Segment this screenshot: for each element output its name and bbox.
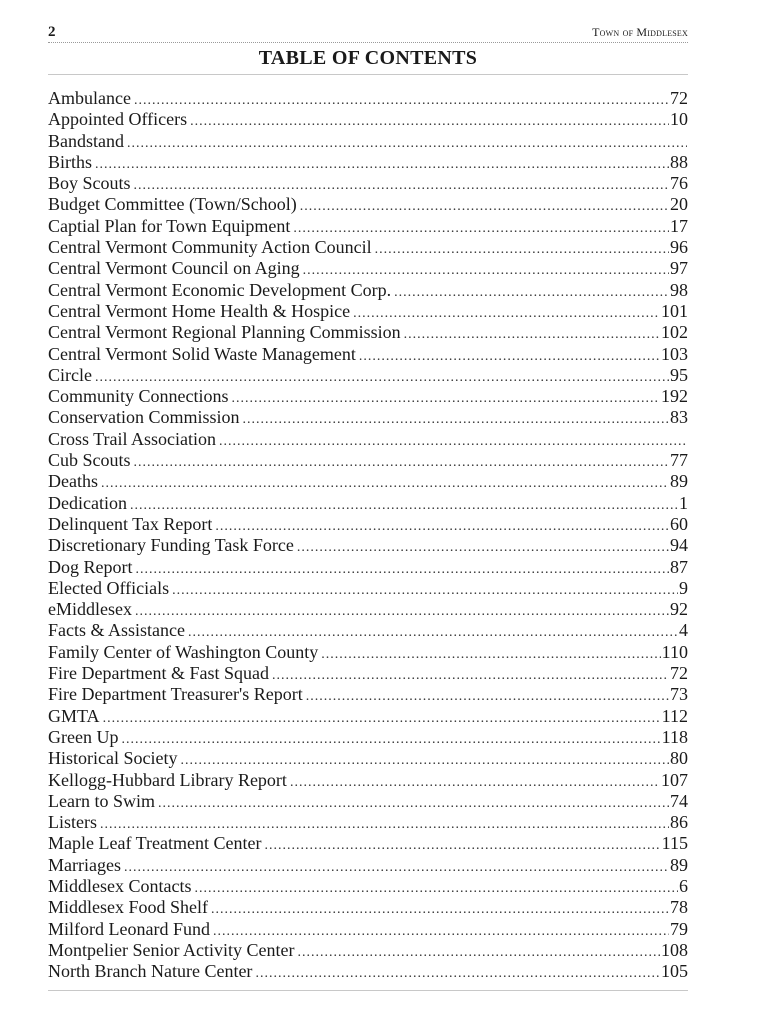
dot-leader xyxy=(134,175,669,194)
toc-entry[interactable] xyxy=(48,791,688,812)
dot-leader xyxy=(297,537,669,556)
dot-leader xyxy=(215,516,669,535)
toc-entry-label: Milford Leonard Fund xyxy=(48,918,210,939)
dot-leader xyxy=(306,686,669,705)
toc-entry-page-number: 1 xyxy=(679,492,688,513)
toc-entry[interactable] xyxy=(48,109,688,130)
toc-entry-page-number: 96 xyxy=(670,237,688,258)
toc-entry-label: Fire Department & Fast Squad xyxy=(48,663,269,684)
toc-entry-label: Delinquent Tax Report xyxy=(48,513,213,534)
dot-leader xyxy=(190,111,669,130)
toc-entry-label: Central Vermont Economic Development Corp. xyxy=(48,279,392,300)
toc-entry-label: Middlesex Contacts xyxy=(48,875,192,896)
toc-entry[interactable] xyxy=(48,961,688,982)
toc-entry-label: Central Vermont Council on Aging xyxy=(48,258,300,279)
dot-leader xyxy=(134,452,669,471)
toc-entry-page-number: 92 xyxy=(670,599,688,620)
page-title: TABLE OF CONTENTS xyxy=(258,47,478,69)
toc-entry-page-number: 72 xyxy=(670,663,688,684)
dot-leader xyxy=(136,559,670,578)
toc-entry-page-number: 88 xyxy=(670,151,688,172)
toc-entry-label: Montpelier Senior Activity Center xyxy=(48,939,295,960)
toc-entry[interactable] xyxy=(48,833,688,854)
toc-entry-page-number: 87 xyxy=(670,556,688,577)
toc-entry-page-number: 60 xyxy=(670,513,688,534)
toc-entry-page-number: 73 xyxy=(670,684,688,705)
page-number: 2 xyxy=(48,24,56,40)
toc-entry[interactable] xyxy=(48,301,688,322)
dot-leader xyxy=(375,239,669,258)
toc-entry-page-number: 17 xyxy=(670,215,688,236)
toc-entry-page-number: 105 xyxy=(661,961,688,982)
toc-entry[interactable] xyxy=(48,471,688,492)
toc-entry-page-number: 97 xyxy=(670,258,688,279)
toc-entry-label: Community Connections xyxy=(48,386,229,407)
toc-entry-page-number: 108 xyxy=(661,939,688,960)
toc-entry-label: Cross Trail Association xyxy=(48,428,217,449)
toc-entry[interactable] xyxy=(48,194,688,215)
dot-leader xyxy=(134,90,669,109)
dot-leader xyxy=(135,601,669,620)
toc-entry-label: Dog Report xyxy=(48,556,133,577)
toc-entry-page-number: 9 xyxy=(679,577,688,598)
toc-entry-label: Listers xyxy=(48,812,97,833)
toc-entry-label: Discretionary Funding Task Force xyxy=(48,535,294,556)
toc-entry-label: Central Vermont Home Health & Hospice xyxy=(48,300,351,321)
toc-entry[interactable] xyxy=(48,748,688,769)
toc-entry-page-number: 101 xyxy=(661,300,688,321)
toc-entry-label: Dedication xyxy=(48,492,127,513)
toc-entry-page-number: 89 xyxy=(670,471,688,492)
dot-leader xyxy=(219,431,687,450)
toc-entry-label: Captial Plan for Town Equipment xyxy=(48,215,291,236)
toc-entry-label: Elected Officials xyxy=(48,577,170,598)
toc-entry[interactable] xyxy=(48,88,688,109)
toc-entry-page-number: 95 xyxy=(670,364,688,385)
toc-entry-label: Births xyxy=(48,151,93,172)
dot-leader xyxy=(290,772,660,791)
toc-entry-page-number: 103 xyxy=(661,343,688,364)
toc-entry-page-number: 112 xyxy=(661,705,688,726)
toc-entry[interactable] xyxy=(48,770,688,791)
toc-entry[interactable] xyxy=(48,237,688,258)
toc-entry[interactable] xyxy=(48,173,688,194)
toc-entry-label: Appointed Officers xyxy=(48,109,188,130)
toc-entry-label: Green Up xyxy=(48,726,119,747)
toc-entry[interactable] xyxy=(48,152,688,173)
title-divider xyxy=(48,74,688,75)
toc-entry-label: Ambulance xyxy=(48,88,131,108)
dot-leader xyxy=(353,303,660,322)
dot-leader xyxy=(121,729,660,748)
footer-divider xyxy=(48,990,688,991)
toc-entry[interactable] xyxy=(48,855,688,876)
toc-entry-page-number: 80 xyxy=(670,748,688,769)
toc-entry[interactable] xyxy=(48,322,688,343)
dot-leader xyxy=(293,218,669,237)
toc-entry-label: Budget Committee (Town/School) xyxy=(48,194,297,215)
toc-entry-page-number: 192 xyxy=(661,386,688,407)
toc-entry-page-number: 102 xyxy=(661,322,688,343)
toc-entry[interactable] xyxy=(48,684,688,705)
dot-leader xyxy=(255,963,660,982)
toc-entry-label: Fire Department Treasurer's Report xyxy=(48,684,303,705)
toc-entry-label: Central Vermont Solid Waste Management xyxy=(48,343,356,364)
dot-leader xyxy=(394,282,669,301)
toc-entry[interactable] xyxy=(48,620,688,641)
toc-entry-page-number: 6 xyxy=(679,875,688,896)
dot-leader xyxy=(297,942,660,961)
dot-leader xyxy=(359,346,660,365)
toc-entry-label: GMTA xyxy=(48,705,100,726)
toc-entry[interactable] xyxy=(48,578,688,599)
dot-leader xyxy=(101,473,669,492)
toc-entry[interactable] xyxy=(48,407,688,428)
dot-leader xyxy=(130,495,678,514)
dot-leader xyxy=(95,154,669,173)
toc-entry-page-number: 76 xyxy=(670,173,688,194)
toc-entry[interactable] xyxy=(48,940,688,961)
toc-entry[interactable] xyxy=(48,280,688,301)
toc-entry-label: Central Vermont Regional Planning Commission xyxy=(48,322,401,343)
dot-leader xyxy=(103,708,661,727)
toc-entry[interactable] xyxy=(48,897,688,918)
page-header xyxy=(48,22,688,43)
dot-leader xyxy=(264,835,660,854)
toc-entry-page-number: 74 xyxy=(670,790,688,811)
toc-entry[interactable] xyxy=(48,429,688,450)
toc-entry-label: Marriages xyxy=(48,854,121,875)
toc-entry[interactable] xyxy=(48,599,688,620)
toc-entry[interactable] xyxy=(48,450,688,471)
toc-entry[interactable] xyxy=(48,642,688,663)
toc-entry-label: Kellogg-Hubbard Library Report xyxy=(48,769,287,790)
toc-list xyxy=(48,88,688,982)
toc-entry[interactable] xyxy=(48,514,688,535)
toc-entry-page-number: 20 xyxy=(670,194,688,215)
toc-entry[interactable] xyxy=(48,216,688,237)
toc-entry[interactable] xyxy=(48,812,688,833)
toc-entry-label: Boy Scouts xyxy=(48,173,131,194)
dot-leader xyxy=(272,665,669,684)
toc-entry-page-number: 110 xyxy=(661,641,688,662)
toc-entry[interactable] xyxy=(48,493,688,514)
toc-entry-label: Facts & Assistance xyxy=(48,620,185,641)
toc-entry[interactable] xyxy=(48,876,688,897)
running-head: Town of Middlesex xyxy=(592,25,688,39)
toc-entry-page-number: 118 xyxy=(661,726,688,747)
toc-entry[interactable] xyxy=(48,344,688,365)
toc-entry-page-number: 115 xyxy=(661,833,688,854)
toc-entry[interactable] xyxy=(48,727,688,748)
dot-leader xyxy=(243,409,669,428)
toc-entry-label: Cub Scouts xyxy=(48,450,131,471)
toc-entry-page-number: 89 xyxy=(670,854,688,875)
dot-leader xyxy=(213,921,669,940)
toc-entry-page-number: 4 xyxy=(679,620,688,641)
toc-entry-label: Central Vermont Community Action Council xyxy=(48,237,372,258)
toc-entry-page-number: 107 xyxy=(661,769,688,790)
dot-leader xyxy=(172,580,678,599)
toc-entry-page-number: 78 xyxy=(670,897,688,918)
toc-entry-label: Deaths xyxy=(48,471,98,492)
toc-entry-label: Bandstand xyxy=(48,130,124,151)
toc-entry-page-number: 83 xyxy=(670,407,688,428)
toc-entry-label: Middlesex Food Shelf xyxy=(48,897,208,918)
dot-leader xyxy=(303,260,669,279)
dot-leader xyxy=(127,133,687,152)
toc-entry[interactable] xyxy=(48,131,688,152)
toc-entry-page-number: 10 xyxy=(670,109,688,130)
toc-entry[interactable] xyxy=(48,557,688,578)
toc-entry-label: Learn to Swim xyxy=(48,790,155,811)
toc-entry-label: Historical Society xyxy=(48,748,178,769)
toc-entry-page-number: 98 xyxy=(670,279,688,300)
toc-entry-label: Conservation Commission xyxy=(48,407,240,428)
dot-leader xyxy=(300,196,669,215)
toc-entry-label: North Branch Nature Center xyxy=(48,961,253,982)
toc-entry[interactable] xyxy=(48,258,688,279)
dot-leader xyxy=(95,367,669,386)
toc-entry-page-number: 86 xyxy=(670,812,688,833)
toc-entry-label: Maple Leaf Treatment Center xyxy=(48,833,262,854)
toc-entry-page-number: 72 xyxy=(670,88,688,108)
dot-leader xyxy=(321,644,660,663)
toc-entry[interactable] xyxy=(48,365,688,386)
toc-entry[interactable] xyxy=(48,663,688,684)
toc-entry-label: Circle xyxy=(48,364,92,385)
toc-entry-page-number: 77 xyxy=(670,450,688,471)
dot-leader xyxy=(100,814,669,833)
toc-entry-page-number: 79 xyxy=(670,918,688,939)
dot-leader xyxy=(188,622,678,641)
toc-entry[interactable] xyxy=(48,919,688,940)
dot-leader xyxy=(124,857,669,876)
dot-leader xyxy=(158,793,669,812)
toc-entry-label: Family Center of Washington County xyxy=(48,641,319,662)
toc-entry[interactable] xyxy=(48,386,688,407)
toc-entry[interactable] xyxy=(48,535,688,556)
toc-entry[interactable] xyxy=(48,706,688,727)
dot-leader xyxy=(194,878,678,897)
dot-leader xyxy=(211,899,669,918)
toc-entry-page-number: 94 xyxy=(670,535,688,556)
dot-leader xyxy=(232,388,660,407)
toc-entry-label: eMiddlesex xyxy=(48,599,132,620)
dot-leader xyxy=(180,750,669,769)
dot-leader xyxy=(404,324,660,343)
